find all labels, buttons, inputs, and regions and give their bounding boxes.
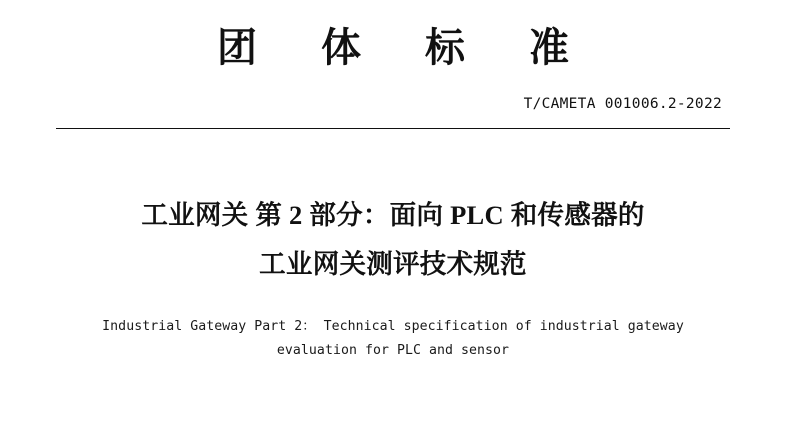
- page-title-line-1: 工业网关 第 2 部分：面向 PLC 和传感器的: [141, 200, 645, 230]
- subtitle-block: [0, 315, 786, 364]
- header-title: 团 体 标 准: [217, 25, 581, 70]
- document-header: [0, 0, 786, 112]
- page-title-line-2: 工业网关测评技术规范: [259, 249, 527, 280]
- header-divider: [56, 128, 730, 129]
- standard-number: T/CAMETA 001006.2-2022: [523, 96, 722, 112]
- subtitle-line-1: Industrial Gateway Part 2： Technical specification of industrial gateway: [102, 319, 684, 335]
- subtitle-line-2: evaluation for PLC and sensor: [276, 343, 510, 359]
- title-block: [0, 191, 786, 289]
